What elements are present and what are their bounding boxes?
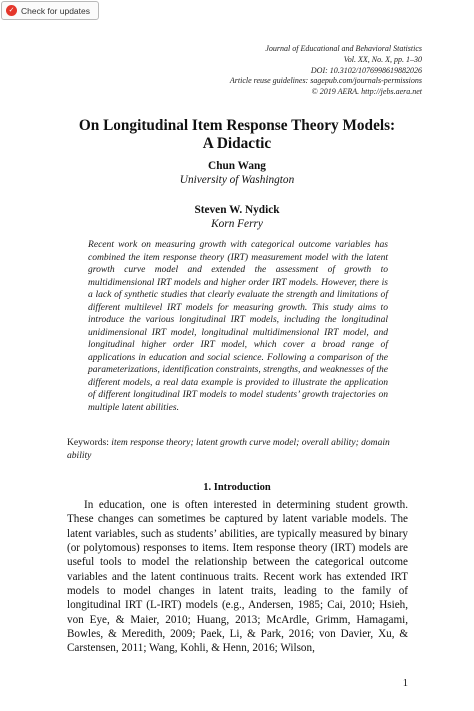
author-block-2 <box>0 203 474 231</box>
check-for-updates-button[interactable] <box>1 1 99 20</box>
author-name: Steven W. Nydick <box>194 204 280 216</box>
author-affiliation: Korn Ferry <box>211 218 263 230</box>
author-affiliation: University of Washington <box>179 174 295 186</box>
journal-volume: Vol. XX, No. X, pp. 1–30 <box>343 54 422 64</box>
journal-metadata <box>230 44 422 98</box>
page-number: 1 <box>402 678 408 689</box>
paper-title <box>0 117 474 153</box>
copyright-notice: © 2019 AERA. http://jebs.aera.net <box>311 87 422 97</box>
body-paragraph: In education, one is often interested in determining student growth. These changes can sometimes be captured by latent variable models. The latent variables, such as students’ abilities, are typically measured by binary (or polytomous) responses to items. Item response theory (IRT) models are useful tools to model the relationship between the categorical outcome variables and the latent continuous traits. Recent work has extended IRT models to model changes in latent traits, leading to the family of longitudinal IRT (L-IRT) models (e.g., Andersen, 1985; Cai, 2010; Hsieh, von Eye, & Maier, 2010; Huang, 2013; McArdle, Grimm, Hamagami, Bowles, & Meredith, 2009; Paek, Li, & Park, 2016; von Davier, Xu, & Carstensen, 2011; Wang, Kohli, & Henn, 2016; Wilson, <box>67 499 408 655</box>
author-block-1 <box>0 159 474 187</box>
abstract: Recent work on measuring growth with categorical outcome variables has combined the item response theory (IRT) measurement model with the latent growth curve model and extended the assessment of growth to multidimensional IRT models and higher order IRT models. However, there is a lack of synthetic studies that clearly evaluate the strength and limitations of different multilevel IRT models for measuring growth. This study aims to introduce the various longitudinal IRT models, including the longitudinal unidimensional IRT model, longitudinal multidimensional IRT model, and longitudinal higher order IRT model, which cover a broad range of applications in education and social science. Following a comparison of the parameterizations, identification constraints, strengths, and weaknesses of the different models, a real data example is provided to illustrate the application of different longitudinal IRT models to model students’ growth trajectories on multiple latent abilities. <box>88 239 388 413</box>
doi-link[interactable]: DOI: 10.3102/1076998619882026 <box>310 65 422 75</box>
keywords-list: item response theory; latent growth curve model; overall ability; domain ability <box>67 437 390 461</box>
section-heading: 1. Introduction <box>203 482 271 493</box>
author-name: Chun Wang <box>208 160 266 172</box>
bookmark-check-icon: ✓ <box>6 5 17 16</box>
keywords-label: Keywords: <box>67 437 109 448</box>
reuse-guidelines: Article reuse guidelines: sagepub.com/journals-permissions <box>229 76 422 86</box>
paper-title-line-2: A Didactic <box>202 135 272 152</box>
paper-title-line-1: On Longitudinal Item Response Theory Models: <box>78 117 396 134</box>
keywords <box>67 437 408 462</box>
check-for-updates-label: Check for updates <box>21 5 90 16</box>
journal-name: Journal of Educational and Behavioral Statistics <box>265 44 422 53</box>
